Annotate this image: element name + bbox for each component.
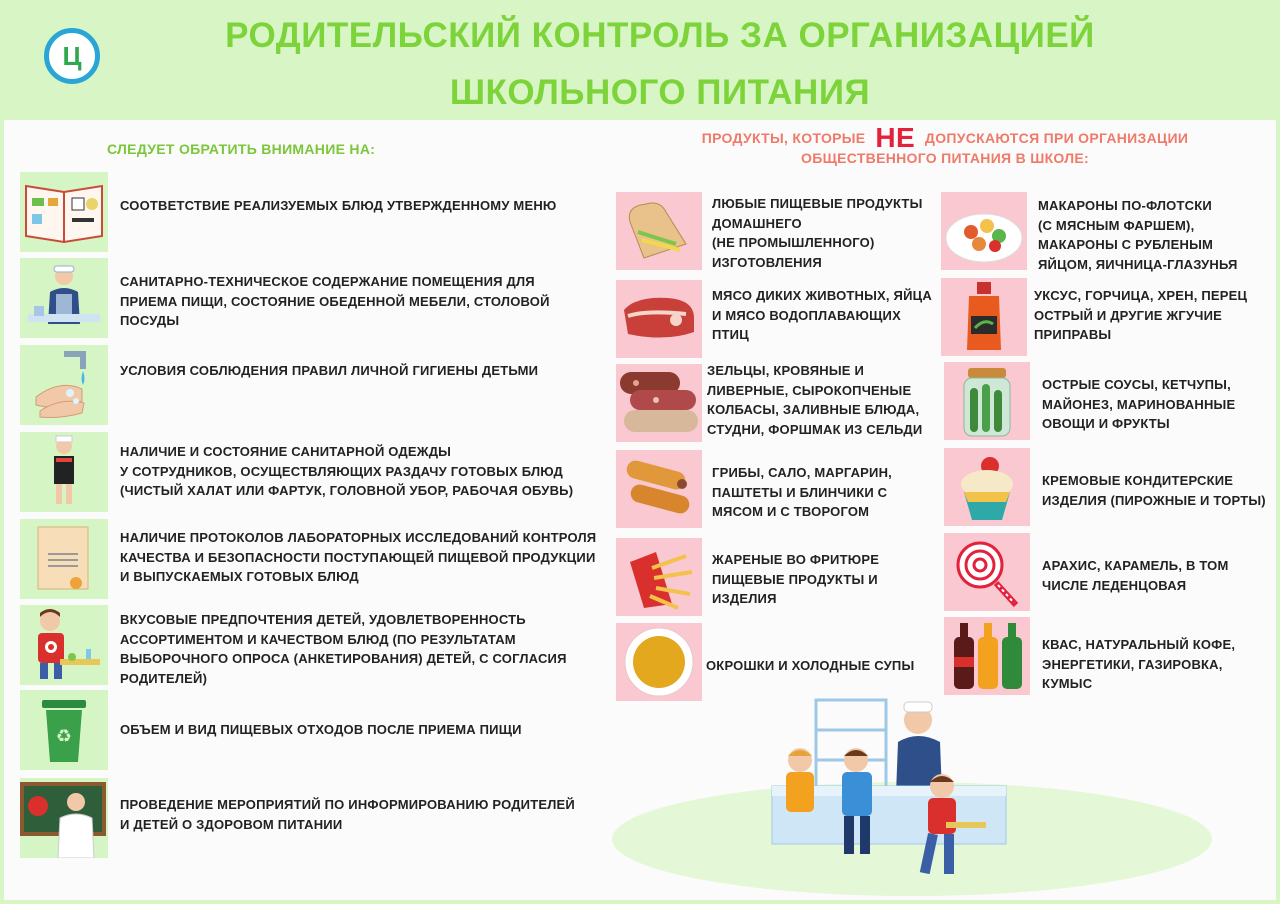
certificate-icon [20,519,108,599]
forbidden-item-7: МАКАРОНЫ ПО-ФЛОТСКИ (С МЯСНЫМ ФАРШЕМ), МАКАРОНЫ С РУБЛЕНЫМ ЯЙЦОМ, ЯИЧНИЦА-ГЛАЗУНЬЯ [1038,198,1238,272]
forbidden-item-2: МЯСО ДИКИХ ЖИВОТНЫХ, ЯЙЦА И МЯСО ВОДОПЛАВАЮЩИХ ПТИЦ [712,288,932,342]
child-with-tray-icon [20,605,108,685]
raw-meat-icon [616,280,702,358]
forbidden-item-3: ЗЕЛЬЦЫ, КРОВЯНЫЕ И ЛИВЕРНЫЕ, СЫРОКОПЧЕНЫЕ КОЛБАСЫ, ЗАЛИВНЫЕ БЛЮДА, СТУДНИ, ФОРШМАК ИЗ СЕЛЬДИ [707,363,923,437]
sanitary-uniform-icon [20,432,108,512]
forbidden-item-11: АРАХИС, КАРАМЕЛЬ, В ТОМ ЧИСЛЕ ЛЕДЕНЦОВАЯ [1042,558,1229,593]
attention-item-8: ПРОВЕДЕНИЕ МЕРОПРИЯТИЙ ПО ИНФОРМИРОВАНИЮ РОДИТЕЛЕЙ И ДЕТЕЙ О ЗДОРОВОМ ПИТАНИИ [120,797,575,832]
sandwich-icon [616,192,702,270]
cleaning-staff-icon [20,258,108,338]
header [0,0,1280,118]
page-title-line1: РОДИТЕЛЬСКИЙ КОНТРОЛЬ ЗА ОРГАНИЗАЦИЕЙ [225,16,1095,55]
right-heading-ne: НЕ [875,122,915,153]
attention-item-7: ОБЪЕМ И ВИД ПИЩЕВЫХ ОТХОДОВ ПОСЛЕ ПРИЕМА ПИЩИ [120,722,522,737]
forbidden-item-5: ЖАРЕНЫЕ ВО ФРИТЮРЕ ПИЩЕВЫЕ ПРОДУКТЫ И ИЗДЕЛИЯ [712,552,880,606]
attention-item-4: НАЛИЧИЕ И СОСТОЯНИЕ САНИТАРНОЙ ОДЕЖДЫ У СОТРУДНИКОВ, ОСУЩЕСТВЛЯЮЩИХ РАЗДАЧУ ГОТОВЫХ БЛЮД (ЧИСТЫЙ ХАЛАТ ИЛИ ФАРТУК, ГОЛОВНОЙ УБОР, РАБОЧАЯ ОБУВЬ) [120,444,574,498]
attention-item-2: САНИТАРНО-ТЕХНИЧЕСКОЕ СОДЕРЖАНИЕ ПОМЕЩЕНИЯ ДЛЯ ПРИЕМА ПИЩИ, СОСТОЯНИЕ ОБЕДЕННОЙ МЕБЕЛИ, СТОЛОВОЙ ПОСУДЫ [120,274,550,328]
logo-letter: Ц [62,41,82,71]
sauce-bottle-icon [941,278,1027,356]
pickles-jar-icon [944,362,1030,440]
right-heading-line2: ОБЩЕСТВЕННОГО ПИТАНИЯ В ШКОЛЕ: [801,150,1089,166]
lollipop-icon [944,533,1030,611]
attention-item-3: УСЛОВИЯ СОБЛЮДЕНИЯ ПРАВИЛ ЛИЧНОЙ ГИГИЕНЫ ДЕТЬМИ [120,363,539,378]
forbidden-item-1: ЛЮБЫЕ ПИЩЕВЫЕ ПРОДУКТЫ ДОМАШНЕГО (НЕ ПРОМЫШЛЕННОГО) ИЗГОТОВЛЕНИЯ [712,196,923,270]
left-section-heading: СЛЕДУЕТ ОБРАТИТЬ ВНИМАНИЕ НА: [107,141,376,157]
forbidden-item-9: ОСТРЫЕ СОУСЫ, КЕТЧУПЫ, МАЙОНЕЗ, МАРИНОВАННЫЕ ОВОЩИ И ФРУКТЫ [1042,377,1236,431]
menu-board-icon [20,172,108,252]
forbidden-item-4: ГРИБЫ, САЛО, МАРГАРИН, ПАШТЕТЫ И БЛИНЧИКИ С МЯСОМ И С ТВОРОГОМ [712,465,892,519]
canteen-illustration [760,694,1020,899]
sausages-icon [616,364,702,442]
french-fries-icon [616,538,702,616]
page-title-line2: ШКОЛЬНОГО ПИТАНИЯ [449,73,871,112]
recycle-bin-icon [20,690,108,770]
attention-item-6: ВКУСОВЫЕ ПРЕДПОЧТЕНИЯ ДЕТЕЙ, УДОВЛЕТВОРЕННОСТЬ АССОРТИМЕНТОМ И КАЧЕСТВОМ БЛЮД (ПО РЕЗУЛЬТАТАМ ВЫБОРОЧНОГО ОПРОСА (АНКЕТИРОВАНИЯ) ДЕТЕЙ, С СОГЛАСИЯ РОДИТЕЛЕЙ) [120,612,567,686]
right-heading-after: ДОПУСКАЮТСЯ ПРИ ОРГАНИЗАЦИИ [924,130,1189,146]
forbidden-item-10: КРЕМОВЫЕ КОНДИТЕРСКИЕ ИЗДЕЛИЯ (ПИРОЖНЫЕ И ТОРТЫ) [1042,473,1266,508]
attention-item-1: СООТВЕТСТВИЕ РЕАЛИЗУЕМЫХ БЛЮД УТВЕРЖДЕННОМУ МЕНЮ [120,198,557,213]
forbidden-item-12: КВАС, НАТУРАЛЬНЫЙ КОФЕ, ЭНЕРГЕТИКИ, ГАЗИРОВКА, КУМЫС [1042,637,1236,691]
soda-bottles-icon [944,617,1030,695]
logo [44,28,100,84]
pasta-plate-icon [941,192,1027,270]
cold-soup-icon [616,623,702,701]
cupcake-icon [944,448,1030,526]
forbidden-item-6: ОКРОШКИ И ХОЛОДНЫЕ СУПЫ [706,658,915,673]
right-heading-before: ПРОДУКТЫ, КОТОРЫЕ [701,130,866,146]
pancakes-icon [616,450,702,528]
attention-item-5: НАЛИЧИЕ ПРОТОКОЛОВ ЛАБОРАТОРНЫХ ИССЛЕДОВАНИЙ КОНТРОЛЯ КАЧЕСТВА И БЕЗОПАСНОСТИ ПОСТУПАЮЩЕЙ ПИЩЕВОЙ ПРОДУКЦИИ И ВЫПУСКАЕМЫХ ГОТОВЫХ БЛЮД [120,530,597,584]
right-section-heading [640,122,1250,168]
svg-text:♻: ♻ [55,726,73,747]
handwashing-icon [20,345,108,425]
forbidden-item-8: УКСУС, ГОРЧИЦА, ХРЕН, ПЕРЕЦ ОСТРЫЙ И ДРУГИЕ ЖГУЧИЕ ПРИПРАВЫ [1034,288,1248,342]
teacher-apple-icon [20,778,108,858]
